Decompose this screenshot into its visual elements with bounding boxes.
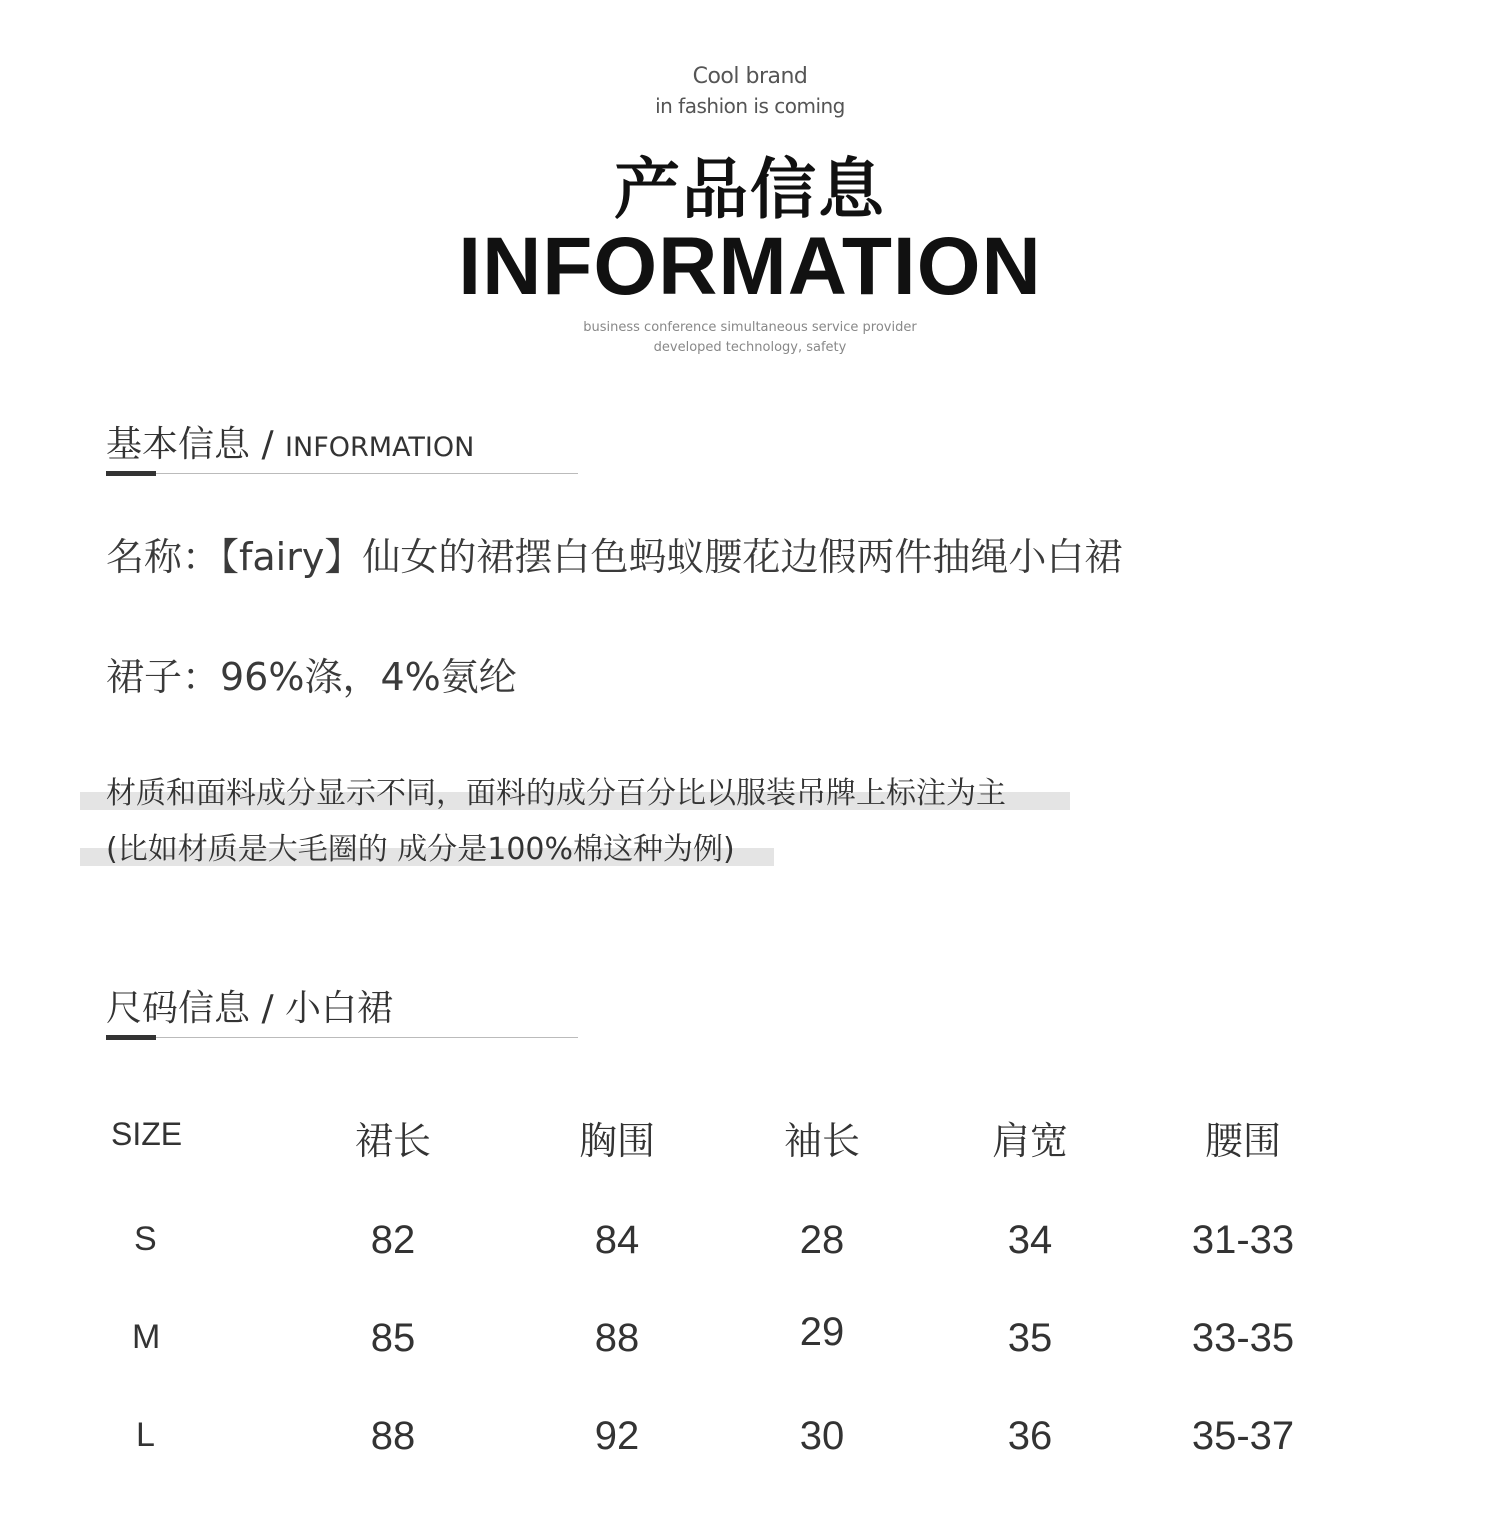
page-title-cn: 产品信息 (614, 151, 886, 228)
table-cell: 84 (594, 1218, 640, 1262)
product-material: 裙子：96%涤，4%氨纶 (106, 655, 517, 699)
page-title-en: INFORMATION (458, 221, 1042, 312)
basic-info-heading-en: INFORMATION (285, 432, 475, 463)
table-header-length: 裙长 (354, 1119, 431, 1163)
material-note-line-2: (比如材质是大毛圈的 成分是100%棉这种为例) (106, 832, 735, 867)
table-header-shoulder: 肩宽 (991, 1119, 1068, 1163)
brand-line-1: Cool brand (692, 64, 808, 89)
table-cell: 34 (1007, 1218, 1053, 1262)
table-cell: 88 (594, 1316, 640, 1360)
table-header-waist: 腰围 (1204, 1119, 1281, 1163)
table-cell: 29 (799, 1310, 845, 1354)
table-cell-size: M (132, 1318, 161, 1356)
table-cell: 35-37 (1191, 1414, 1295, 1458)
basic-info-heading-cn: 基本信息 / (106, 424, 286, 465)
product-name: 名称：【fairy】仙女的裙摆白色蚂蚁腰花边假两件抽绳小白裙 (106, 535, 1123, 579)
table-cell: 92 (594, 1414, 640, 1458)
size-info-divider (106, 1037, 578, 1038)
table-cell: 30 (799, 1414, 845, 1458)
table-cell: 28 (799, 1218, 845, 1262)
table-cell: 36 (1007, 1414, 1053, 1458)
table-header-size: SIZE (111, 1116, 183, 1152)
table-cell-size: L (136, 1416, 155, 1454)
table-header-sleeve: 袖长 (783, 1119, 860, 1163)
table-cell: 85 (370, 1316, 416, 1360)
basic-info-heading (106, 416, 474, 467)
table-header-bust: 胸围 (578, 1119, 655, 1163)
basic-info-divider (106, 473, 578, 474)
table-cell: 35 (1007, 1316, 1053, 1360)
size-info-divider-accent (106, 1035, 156, 1040)
table-cell-size: S (134, 1220, 157, 1258)
basic-info-divider-accent (106, 471, 156, 476)
table-cell: 31-33 (1191, 1218, 1295, 1262)
material-note-line-1: 材质和面料成分显示不同，面料的成分百分比以服装吊牌上标注为主 (106, 776, 1006, 811)
subtitle-line-1: business conference simultaneous service provider (583, 320, 917, 335)
subtitle-line-2: developed technology, safety (653, 340, 847, 355)
table-cell: 82 (370, 1218, 416, 1262)
brand-line-2: in fashion is coming (655, 94, 845, 118)
table-cell: 33-35 (1191, 1316, 1295, 1360)
table-cell: 88 (370, 1414, 416, 1458)
size-info-heading: 尺码信息 / 小白裙 (106, 988, 394, 1029)
